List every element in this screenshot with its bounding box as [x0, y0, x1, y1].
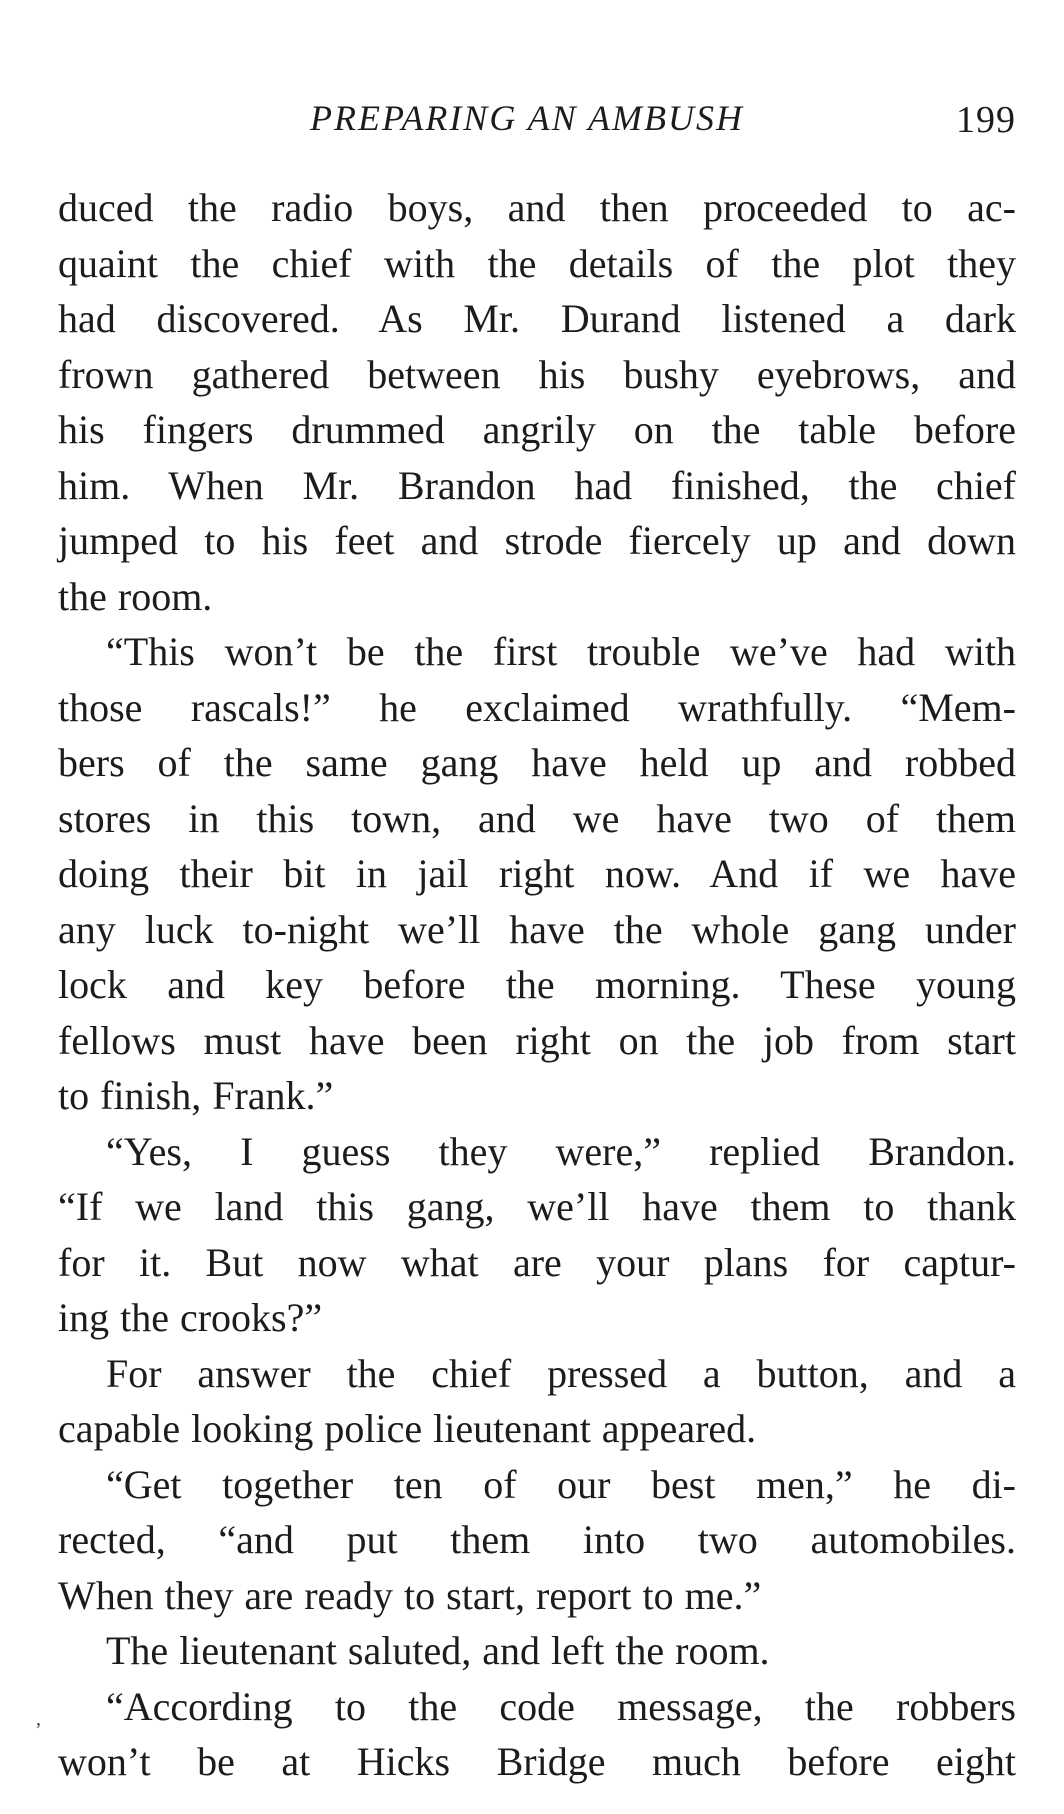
- text-line: his fingers drummed angrily on the table before: [58, 407, 1016, 452]
- text-line: For answer the chief pressed a button, and a: [106, 1350, 1016, 1396]
- text-line: him. When Mr. Brandon had finished, the chief: [58, 462, 1016, 508]
- text-line: jumped to his feet and strode fiercely up and down: [58, 518, 1016, 563]
- text-line: quaint the chief with the details of the plot they: [58, 240, 1016, 286]
- text-line: lock and key before the morning. These young: [58, 962, 1016, 1007]
- chapter-title: PREPARING AN AMBUSH: [310, 98, 744, 138]
- text-line: the room.: [58, 573, 213, 619]
- text-line: When they are ready to start, report to me.”: [58, 1572, 762, 1618]
- text-line: “Get together ten of our best men,” he di-: [106, 1461, 1016, 1507]
- text-line: duced the radio boys, and then proceeded to ac-: [58, 185, 1016, 230]
- text-line: fellows must have been right on the job from start: [58, 1017, 1016, 1063]
- text-line: “According to the code message, the robbers: [106, 1683, 1016, 1729]
- running-head: [58, 96, 1016, 146]
- text-line: “This won’t be the first trouble we’ve had with: [106, 629, 1016, 674]
- text-line: “If we land this gang, we’ll have them to thank: [58, 1184, 1016, 1229]
- page-number: 199: [956, 99, 1016, 141]
- text-line: won’t be at Hicks Bridge much before eight: [58, 1739, 1016, 1784]
- text-line: capable looking police lieutenant appeared.: [58, 1406, 757, 1451]
- text-line: The lieutenant saluted, and left the room.: [106, 1628, 770, 1673]
- text-line: ing the crooks?”: [58, 1295, 323, 1340]
- text-line: those rascals!” he exclaimed wrathfully. “Mem-: [58, 684, 1016, 730]
- text-line: to finish, Frank.”: [58, 1073, 334, 1118]
- text-line: for it. But now what are your plans for captur-: [58, 1239, 1016, 1285]
- text-line: bers of the same gang have held up and robbed: [58, 740, 1016, 785]
- text-line: stores in this town, and we have two of them: [58, 795, 1016, 841]
- text-line: had discovered. As Mr. Durand listened a dark: [58, 296, 1016, 341]
- text-line: rected, “and put them into two automobiles.: [58, 1517, 1016, 1562]
- body-text: [58, 180, 1016, 1790]
- text-line: any luck to-night we’ll have the whole gang under: [58, 906, 1016, 952]
- stray-mark: ’: [35, 1719, 42, 1741]
- text-line: “Yes, I guess they were,” replied Brandon.: [106, 1128, 1016, 1174]
- text-line: doing their bit in jail right now. And if we have: [58, 851, 1016, 896]
- text-line: frown gathered between his bushy eyebrows, and: [58, 351, 1016, 397]
